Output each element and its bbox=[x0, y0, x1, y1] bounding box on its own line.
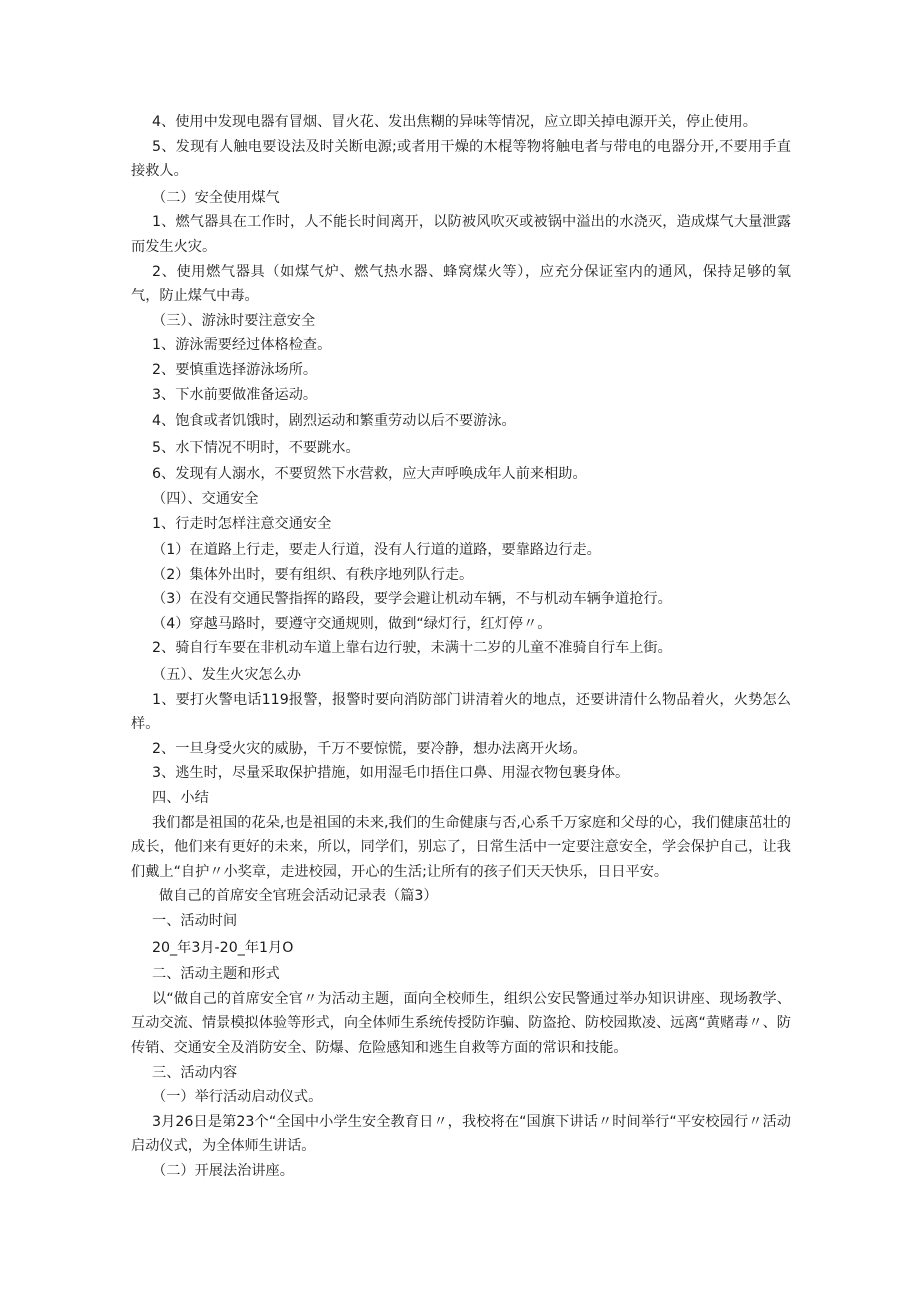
heading-activity-time: 一、活动时间 bbox=[152, 913, 238, 929]
heading-activity-theme: 二、活动主题和形式 bbox=[152, 966, 280, 983]
paragraph-swim-5: 5、水下情况不明时，不要跳水。 bbox=[152, 439, 360, 456]
heading-launch-ceremony: （一）举行活动启动仪式。 bbox=[152, 1089, 323, 1106]
heading-traffic-safety: （四）、交通安全 bbox=[152, 490, 259, 507]
paragraph-gas-2: 2、使用燃气器具（如煤气炉、燃气热水器、蜂窝煤火等），应充分保证室内的通风，保持足够的氧气，防止煤气中毒。 bbox=[131, 263, 791, 305]
heading-law-lecture: （二）开展法治讲座。 bbox=[152, 1162, 294, 1179]
paragraph-swim-6: 6、发现有人溺水，不要贸然下水营救，应大声呼唤成年人前来相助。 bbox=[152, 466, 587, 483]
paragraph-swim-2: 2、要慎重选择游泳场所。 bbox=[152, 361, 318, 378]
paragraph-swim-4: 4、饱食或者饥饿时，剧烈运动和繁重劳动以后不要游泳。 bbox=[152, 413, 516, 430]
document-body bbox=[131, 110, 791, 1184]
paragraph-traffic-1-3: （3）在没有交通民警指挥的路段，要学会避让机动车辆，不与机动车辆争道抢行。 bbox=[152, 591, 672, 608]
paragraph-launch-ceremony: 3月26日是第23个“全国中小学生安全教育日〃，我校将在“国旗下讲话〃时间举行“平安校园行〃活动启动仪式，为全体师生讲话。 bbox=[131, 1113, 791, 1155]
heading-gas-safety: （二）安全使用煤气 bbox=[152, 189, 280, 206]
paragraph-traffic-1-1: （1）在道路上行走，要走人行道，没有人行道的道路，要靠路边行走。 bbox=[152, 542, 601, 559]
paragraph-summary: 我们都是祖国的花朵,也是祖国的未来,我们的生命健康与否,心系千万家庭和父母的心，我们健康茁壮的成长，他们来有更好的未来，所以，同学们，别忘了，日常生活中一定要注意安全，学会保护自己，让我们戴上“自护〃小奖章，走进校园，开心的生活;让所有的孩子们天天快乐，日日平安。 bbox=[131, 814, 791, 880]
section-title-record-table: 做自己的首席安全官班会活动记录表（篇3） bbox=[159, 888, 438, 905]
paragraph-electric-5: 5、发现有人触电要设法及时关断电源;或者用干燥的木棍等物将触电者与带电的电器分开,不要用手直接救人。 bbox=[131, 138, 791, 180]
paragraph-gas-1: 1、燃气器具在工作时，人不能长时间离开，以防被风吹灭或被锅中溢出的水浇灭，造成煤气大量泄露而发生火灾。 bbox=[131, 214, 791, 255]
paragraph-traffic-1: 1、行走时怎样注意交通安全 bbox=[152, 515, 332, 532]
paragraph-swim-3: 3、下水前要做准备运动。 bbox=[152, 386, 318, 403]
paragraph-activity-theme: 以“做自己的首席安全官〃为活动主题，面向全校师生，组织公安民警通过举办知识讲座、现场教学、互动交流、情景模拟体验等形式，向全体师生系统传授防诈骗、防盗抢、防校园欺凌、远离“黄赌毒〃、防传销、交通安全及消防安全、防爆、危险感知和逃生自救等方面的常识和技能。 bbox=[131, 990, 791, 1056]
paragraph-traffic-2: 2、骑自行车要在非机动车道上靠右边行驶，未满十二岁的儿童不准骑自行车上街。 bbox=[152, 640, 672, 657]
heading-fire-safety: （五）、发生火灾怎么办 bbox=[152, 667, 301, 684]
heading-activity-content: 三、活动内容 bbox=[152, 1064, 238, 1081]
paragraph-swim-1: 1、游泳需要经过体格检查。 bbox=[152, 337, 332, 354]
paragraph-fire-1: 1、要打火警电话119报警，报警时要向消防部门讲清着火的地点，还要讲清什么物品着火，火势怎么样。 bbox=[131, 691, 791, 733]
paragraph-electric-4: 4、使用中发现电器有冒烟、冒火花、发出焦糊的异味等情况，应立即关掉电源开关，停止使用。 bbox=[152, 114, 757, 130]
heading-summary: 四、小结 bbox=[152, 790, 209, 807]
paragraph-traffic-1-4: （4）穿越马路时，要遵守交通规则，做到“绿灯行，红灯停〃。 bbox=[152, 615, 552, 632]
paragraph-traffic-1-2: （2）集体外出时，要有组织、有秩序地列队行走。 bbox=[152, 566, 474, 583]
paragraph-fire-2: 2、一旦身受火灾的威胁，千万不要惊慌，要冷静，想办法离开火场。 bbox=[152, 740, 587, 757]
paragraph-fire-3: 3、逃生时，尽量采取保护措施，如用湿毛巾捂住口鼻、用湿衣物包裹身体。 bbox=[152, 765, 630, 782]
heading-swimming-safety: （三）、游泳时要注意安全 bbox=[152, 312, 316, 329]
paragraph-activity-time: 20_年3月-20_年1月O bbox=[152, 939, 294, 956]
